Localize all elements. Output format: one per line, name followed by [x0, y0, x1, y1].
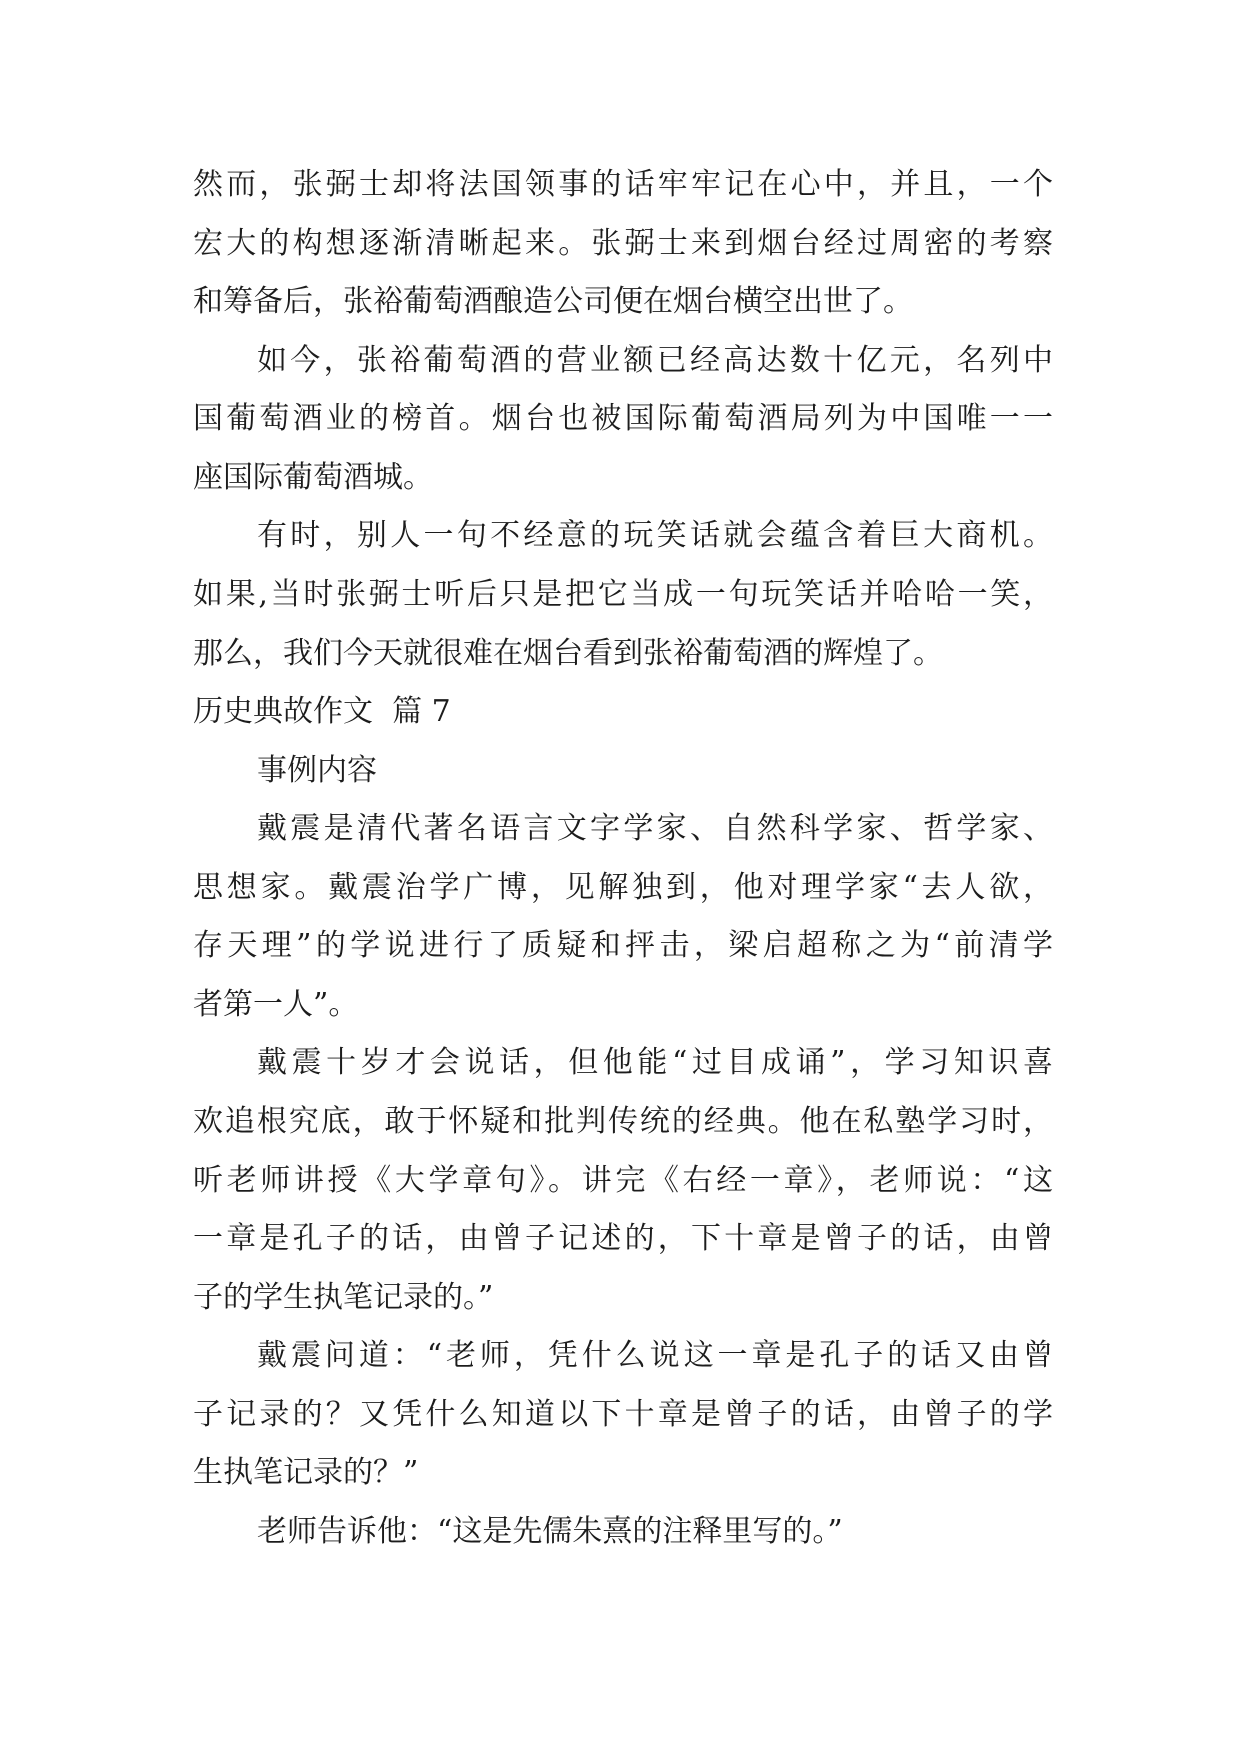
text-line: 者第一人”。 — [193, 986, 359, 1022]
text-line: 那么，我们今天就很难在烟台看到张裕葡萄酒的辉煌了。 — [193, 635, 943, 671]
text-line: 戴震是清代著名语言文字学家、自然科学家、哲学家、 — [257, 811, 1053, 847]
text-line: 听老师讲授《大学章句》。讲完《右经一章》，老师说：“这 — [193, 1162, 1053, 1198]
text-line: 然而，张弼士却将法国领事的话牢牢记在心中，并且，一个 — [193, 167, 1053, 202]
document-page — [193, 156, 1053, 1562]
text-line: 和筹备后，张裕葡萄酒酿造公司便在烟台横空出世了。 — [193, 284, 913, 320]
paragraph — [193, 800, 1053, 1034]
paragraph — [193, 507, 1053, 683]
text-line: 生执笔记录的？” — [193, 1455, 419, 1491]
section-heading: 历史典故作文 篇 7 — [193, 694, 451, 730]
text-line: 子的学生执笔记录的。” — [193, 1279, 494, 1315]
text-line: 有时，别人一句不经意的玩笑话就会蕴含着巨大商机。 — [257, 518, 1053, 554]
paragraph — [193, 1503, 1053, 1562]
text-line: 一章是孔子的话，由曾子记述的，下十章是曾子的话，由曾 — [193, 1221, 1053, 1257]
text-line: 存天理”的学说进行了质疑和抨击，梁启超称之为“前清学 — [193, 928, 1053, 964]
paragraph — [193, 156, 1053, 332]
text-line: 戴震问道：“老师，凭什么说这一章是孔子的话又由曾 — [257, 1338, 1053, 1374]
text-line: 戴震十岁才会说话，但他能“过目成诵”，学习知识喜 — [257, 1045, 1053, 1081]
text-line: 国葡萄酒业的榜首。烟台也被国际葡萄酒局列为中国唯一一 — [193, 401, 1053, 437]
paragraph — [193, 1327, 1053, 1503]
text-line: 如果,当时张弼士听后只是把它当成一句玩笑话并哈哈一笑， — [193, 576, 1053, 612]
text-line: 欢追根究底，敢于怀疑和批判传统的经典。他在私塾学习时， — [193, 1104, 1053, 1139]
text-line: 老师告诉他：“这是先儒朱熹的注释里写的。” — [257, 1513, 843, 1549]
text-line: 座国际葡萄酒城。 — [193, 459, 433, 495]
text-line: 如今，张裕葡萄酒的营业额已经高达数十亿元，名列中 — [257, 342, 1053, 378]
paragraph — [193, 1034, 1053, 1327]
text-line: 子记录的？又凭什么知道以下十章是曾子的话，由曾子的学 — [193, 1396, 1053, 1432]
text-line: 思想家。戴震治学广博，见解独到，他对理学家“去人欲， — [193, 869, 1053, 905]
subheading: 事例内容 — [257, 752, 377, 788]
paragraph — [193, 332, 1053, 508]
text-line: 宏大的构想逐渐清晰起来。张弼士来到烟台经过周密的考察 — [193, 225, 1053, 261]
